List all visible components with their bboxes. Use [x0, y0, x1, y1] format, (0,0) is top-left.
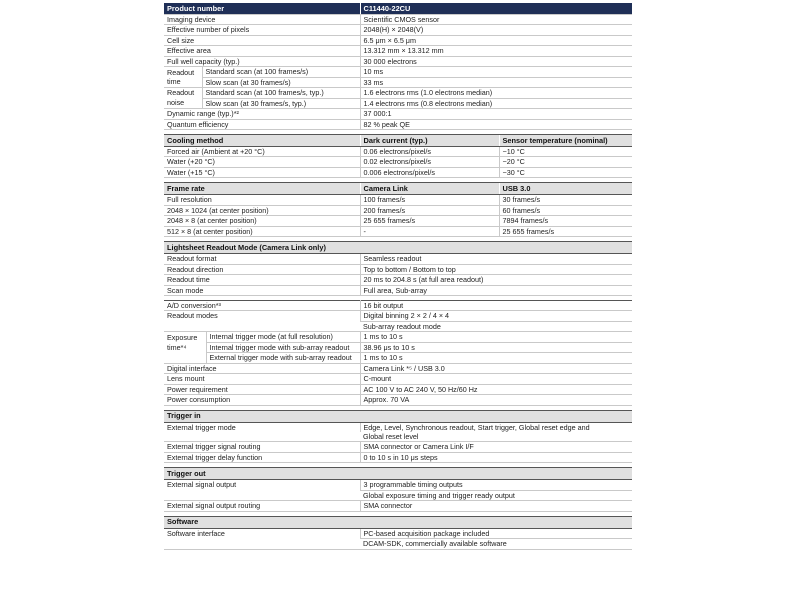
row-label: Digital interface — [164, 363, 360, 373]
header-cell: Trigger in — [164, 410, 632, 422]
row-value: 30 000 electrons — [360, 56, 632, 66]
table-row — [164, 422, 632, 432]
table-row — [164, 167, 632, 177]
table-row — [164, 275, 632, 285]
row-value: 20 ms to 204.8 s (at full area readout) — [360, 275, 632, 285]
header-cell: Lightsheet Readout Mode (Camera Link only) — [164, 242, 632, 254]
table-row — [164, 501, 632, 511]
row-label: Readout time — [164, 275, 360, 285]
row-label: Imaging device — [164, 15, 360, 25]
row-label: Full well capacity (typ.) — [164, 56, 360, 66]
row-value: Top to bottom / Bottom to top — [360, 264, 632, 274]
row-value: 0.02 electrons/pixel/s — [360, 157, 499, 167]
header-cell: Camera Link — [360, 183, 499, 195]
table-row — [164, 452, 632, 462]
row-value: 0 to 10 s in 10 μs steps — [360, 452, 632, 462]
group-label: noise — [164, 98, 202, 108]
header-cell: USB 3.0 — [499, 183, 632, 195]
row-label: External trigger mode — [164, 422, 360, 442]
table-row — [164, 15, 632, 25]
row-value: 13.312 mm × 13.312 mm — [360, 46, 632, 56]
group-label: Readout — [167, 67, 195, 77]
row-label: Internal trigger mode with sub-array readout — [206, 342, 360, 352]
row-value: 1.6 electrons rms (1.0 electrons median) — [360, 88, 632, 98]
row-label: Effective area — [164, 46, 360, 56]
row-value: Scientific CMOS sensor — [360, 15, 632, 25]
header-cell: Software — [164, 516, 632, 528]
row-label: External trigger signal routing — [164, 442, 360, 452]
row-value: 38.96 μs to 10 s — [360, 342, 632, 352]
row-label: Software interface — [164, 528, 360, 549]
row-value: Camera Link *⁵ / USB 3.0 — [360, 363, 632, 373]
row-label: Readout modes — [164, 311, 360, 332]
group-label: Readout — [167, 88, 195, 98]
table-row — [164, 67, 632, 77]
table-row — [164, 35, 632, 45]
table-row — [164, 528, 632, 538]
row-value: Digital binning 2 × 2 / 4 × 4 — [360, 311, 632, 321]
row-value: −20 °C — [499, 157, 632, 167]
table-row — [164, 384, 632, 394]
table-row — [164, 311, 632, 321]
header-row — [164, 468, 632, 480]
row-label: Lens mount — [164, 374, 360, 384]
row-value: AC 100 V to AC 240 V, 50 Hz/60 Hz — [360, 384, 632, 394]
row-value: 0.06 electrons/pixel/s — [360, 146, 499, 156]
row-label: Readout direction — [164, 264, 360, 274]
table-row — [164, 216, 632, 226]
row-label: External signal output — [164, 480, 360, 501]
trigger-out-table — [164, 467, 632, 511]
row-value: 0.006 electrons/pixel/s — [360, 167, 499, 177]
row-value: 37 000:1 — [360, 109, 632, 119]
row-label: Power requirement — [164, 384, 360, 394]
table-row — [164, 285, 632, 295]
row-value: Approx. 70 VA — [360, 395, 632, 405]
row-value: 7894 frames/s — [499, 216, 632, 226]
row-label: Water (+20 °C) — [164, 157, 360, 167]
table-row — [164, 157, 632, 167]
row-value: Edge, Level, Synchronous readout, Start trigger, Global reset edge and — [360, 422, 632, 432]
row-value: PC-based acquisition package included — [360, 528, 632, 538]
row-label: Quantum efficiency — [164, 119, 360, 129]
trigger-in-table — [164, 410, 632, 464]
row-label: Water (+15 °C) — [164, 167, 360, 177]
header-row — [164, 134, 632, 146]
cooling-table — [164, 134, 632, 178]
header-cell: C11440-22CU — [360, 3, 632, 15]
row-value: 30 frames/s — [499, 195, 632, 205]
row-value: 60 frames/s — [499, 205, 632, 215]
row-label: Internal trigger mode (at full resolution) — [206, 332, 360, 342]
row-value: 200 frames/s — [360, 205, 499, 215]
row-value: 1.4 electrons rms (0.8 electrons median) — [360, 98, 632, 108]
main-spec-table — [164, 3, 632, 130]
row-value: - — [360, 226, 499, 236]
row-label: Forced air (Ambient at +20 °C) — [164, 146, 360, 156]
group-label: time — [164, 77, 202, 87]
row-value: SMA connector or Camera Link I/F — [360, 442, 632, 452]
row-value: 82 % peak QE — [360, 119, 632, 129]
header-cell: Frame rate — [164, 183, 360, 195]
table-row — [164, 226, 632, 236]
row-label: External trigger delay function — [164, 452, 360, 462]
row-label: External trigger mode with sub-array readout — [206, 353, 360, 363]
table-row — [164, 88, 632, 98]
header-cell: Product number — [164, 3, 360, 15]
header-row — [164, 242, 632, 254]
header-cell: Trigger out — [164, 468, 632, 480]
row-label: Slow scan (at 30 frames/s, typ.) — [202, 98, 360, 108]
header-row — [164, 516, 632, 528]
row-label: Dynamic range (typ.)*² — [164, 109, 360, 119]
header-row — [164, 3, 632, 15]
table-row — [164, 98, 632, 108]
table-row — [164, 46, 632, 56]
row-label: Slow scan (at 30 frames/s) — [202, 77, 360, 87]
row-label: 2048 × 1024 (at center position) — [164, 205, 360, 215]
row-value: Seamless readout — [360, 254, 632, 264]
row-label: 2048 × 8 (at center position) — [164, 216, 360, 226]
row-value: −10 °C — [499, 146, 632, 156]
row-value: DCAM-SDK, commercially available software — [360, 539, 632, 549]
row-value: 1 ms to 10 s — [360, 332, 632, 342]
row-value: 25 655 frames/s — [360, 216, 499, 226]
group-label — [164, 353, 206, 363]
row-value: −30 °C — [499, 167, 632, 177]
row-label: Standard scan (at 100 frames/s) — [202, 67, 360, 77]
row-value: 100 frames/s — [360, 195, 499, 205]
header-cell: Cooling method — [164, 134, 360, 146]
row-label: Cell size — [164, 35, 360, 45]
header-row — [164, 183, 632, 195]
row-value: 1 ms to 10 s — [360, 353, 632, 363]
row-value: Sub-array readout mode — [360, 321, 632, 331]
lightsheet-table — [164, 241, 632, 296]
row-value: 33 ms — [360, 77, 632, 87]
table-row — [164, 374, 632, 384]
row-label: Standard scan (at 100 frames/s, typ.) — [202, 88, 360, 98]
row-value: 25 655 frames/s — [499, 226, 632, 236]
row-label: Power consumption — [164, 395, 360, 405]
row-label: Readout format — [164, 254, 360, 264]
table-row — [164, 442, 632, 452]
row-value: C-mount — [360, 374, 632, 384]
row-value: Full area, Sub-array — [360, 285, 632, 295]
row-value: 2048(H) × 2048(V) — [360, 25, 632, 35]
table-row — [164, 109, 632, 119]
misc-spec-table — [164, 300, 632, 406]
row-value: 16 bit output — [360, 300, 632, 310]
frame-rate-table — [164, 182, 632, 237]
group-label: time*⁴ — [167, 342, 187, 352]
row-value: SMA connector — [360, 501, 632, 511]
table-row — [164, 342, 632, 352]
table-row — [164, 480, 632, 490]
table-row — [164, 363, 632, 373]
row-label: A/D conversion*³ — [164, 300, 360, 310]
table-row — [164, 332, 632, 342]
table-row — [164, 205, 632, 215]
table-row — [164, 146, 632, 156]
table-row — [164, 56, 632, 66]
header-row — [164, 410, 632, 422]
table-row — [164, 264, 632, 274]
table-row — [164, 254, 632, 264]
row-value: 6.5 μm × 6.5 μm — [360, 35, 632, 45]
spec-sheet — [164, 3, 632, 554]
row-label: Full resolution — [164, 195, 360, 205]
table-row — [164, 195, 632, 205]
table-row — [164, 300, 632, 310]
row-label: Scan mode — [164, 285, 360, 295]
row-label: Effective number of pixels — [164, 25, 360, 35]
table-row — [164, 77, 632, 87]
table-row — [164, 395, 632, 405]
group-label: Exposure — [167, 332, 198, 342]
header-cell: Dark current (typ.) — [360, 134, 499, 146]
header-cell: Sensor temperature (nominal) — [499, 134, 632, 146]
row-value: Global reset level — [360, 432, 632, 442]
table-row — [164, 25, 632, 35]
table-row — [164, 119, 632, 129]
row-value: 10 ms — [360, 67, 632, 77]
table-row — [164, 353, 632, 363]
software-table — [164, 516, 632, 550]
row-label: External signal output routing — [164, 501, 360, 511]
row-value: Global exposure timing and trigger ready output — [360, 490, 632, 500]
row-label: 512 × 8 (at center position) — [164, 226, 360, 236]
row-value: 3 programmable timing outputs — [360, 480, 632, 490]
